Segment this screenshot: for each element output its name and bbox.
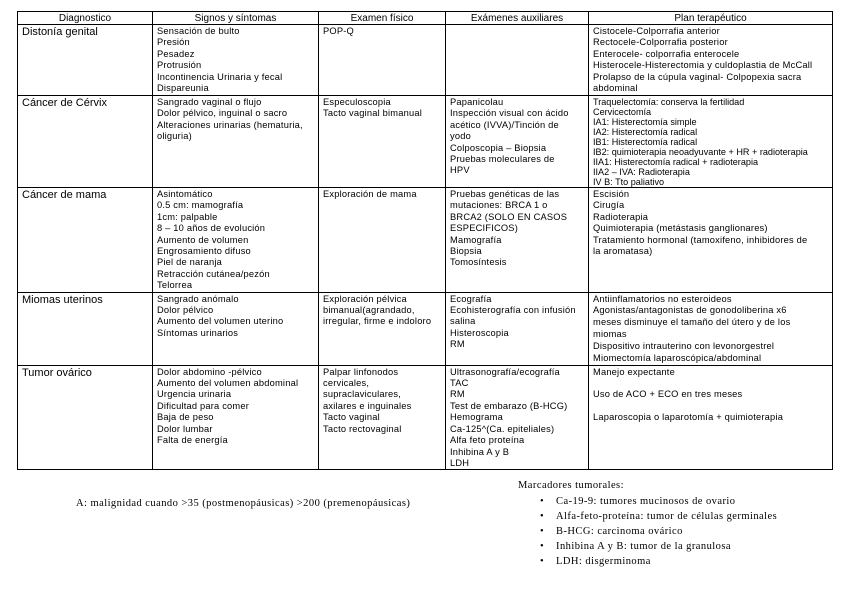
- plan-line: IA2: Histerectomía radical: [593, 127, 698, 137]
- aux-line: Papanicolau: [450, 97, 504, 107]
- sign-line: Presión: [157, 37, 190, 48]
- exam-cell: [319, 25, 446, 96]
- aux-cell: [446, 292, 589, 365]
- exam-line: Exploración de mama: [323, 189, 417, 199]
- plan-line: Manejo expectante: [593, 366, 675, 377]
- diagnosis-cell: [18, 96, 153, 188]
- plan-line: Rectocele-Colporrafia posterior: [593, 37, 728, 48]
- diagnosis-cell: [18, 188, 153, 293]
- diagnosis-label: Miomas uterinos: [22, 293, 103, 306]
- exam-cell: [319, 292, 446, 365]
- plan-cell: [589, 96, 833, 188]
- exam-line: Tacto vaginal: [323, 412, 380, 423]
- exam-cell: [319, 365, 446, 470]
- aux-line: BRCA2 (SOLO EN CASOS: [450, 211, 568, 222]
- sign-line: Sensación de bulto: [157, 26, 240, 36]
- table-row-cancer-de-mama: [18, 188, 833, 293]
- aux-line: Histeroscopia: [450, 327, 509, 338]
- header-diagnosis: Diagnostico: [18, 12, 153, 25]
- table-header-row: [18, 12, 833, 25]
- signs-cell: [153, 292, 319, 365]
- diagnosis-label: Tumor ovárico: [22, 366, 92, 379]
- list-item: [518, 509, 777, 524]
- plan-line: Histerocele-Histerectomia y culdoplastia de McCall: [593, 60, 813, 71]
- plan-line: Escisión: [593, 189, 630, 199]
- exam-line: supraclaviculares,: [323, 389, 402, 400]
- plan-line: IA1: Histerectomía simple: [593, 117, 697, 127]
- header-exam: Examen físico: [319, 12, 446, 25]
- sign-line: Piel de naranja: [157, 257, 223, 268]
- plan-line: Antiinflamatorios no esteroideos: [593, 293, 732, 304]
- sign-line: Síntomas urinarios: [157, 327, 239, 338]
- signs-cell: [153, 188, 319, 293]
- plan-line: IB1: Histerectomía radical: [593, 137, 698, 147]
- sign-line: Aumento de volumen: [157, 234, 249, 245]
- plan-cell: [589, 365, 833, 470]
- diagnosis-label: Cáncer de mama: [22, 189, 107, 201]
- exam-line: bimanual(agrandado,: [323, 305, 415, 316]
- plan-line: Miomectomía laparoscópica/abdominal: [593, 352, 762, 363]
- table-row-cancer-de-cervix: [18, 96, 833, 188]
- sign-line: Urgencia urinaria: [157, 389, 232, 400]
- sign-line: oliguria): [157, 131, 192, 142]
- aux-line: mutaciones: BRCA 1 o: [450, 200, 548, 211]
- tumor-marker-text: Alfa-feto-proteína: tumor de células germinales: [556, 511, 778, 522]
- plan-line: Traquelectomía: conserva la fertilidad: [593, 97, 745, 107]
- sign-line: Falta de energía: [157, 435, 228, 446]
- sign-line: Asintomático: [157, 189, 213, 199]
- plan-line: IIA2 – IVA: Radioterapia: [593, 167, 690, 177]
- plan-line: abdominal: [593, 83, 638, 94]
- plan-line: meses disminuye el tamaño del útero y de los: [593, 317, 791, 328]
- aux-line: Test de embarazo (B-HCG): [450, 400, 568, 411]
- bullet-icon: •: [540, 511, 544, 522]
- exam-line: irregular, firme e indoloro: [323, 316, 432, 327]
- header-aux: Exámenes auxiliares: [446, 12, 589, 25]
- sign-line: Dificultad para comer: [157, 400, 250, 411]
- exam-cell: [319, 96, 446, 188]
- exam-line: axilares e inguinales: [323, 400, 412, 411]
- bullet-icon: •: [540, 496, 544, 507]
- plan-line: Tratamiento hormonal (tamoxifeno, inhibidores de: [593, 234, 808, 245]
- aux-line: Ecografía: [450, 293, 492, 304]
- plan-cell: [589, 292, 833, 365]
- diagnosis-cell: [18, 292, 153, 365]
- plan-line: Cervicectomía: [593, 107, 652, 117]
- document-page: [17, 11, 832, 470]
- sign-line: Retracción cutánea/pezón: [157, 268, 270, 279]
- exam-line: Tacto rectovaginal: [323, 423, 402, 434]
- aux-line: Pruebas genéticas de las: [450, 189, 560, 199]
- aux-cell: [446, 188, 589, 293]
- tumor-markers-section: [518, 479, 777, 569]
- aux-line: Hemograma: [450, 412, 503, 423]
- sign-line: Sangrado vaginal o flujo: [157, 97, 262, 107]
- aux-cell: [446, 25, 589, 96]
- plan-line: Agonistas/antagonistas de gonodoliberina x6: [593, 305, 787, 316]
- aux-line: Ultrasonografía/ecografía: [450, 366, 560, 377]
- sign-line: Dolor lumbar: [157, 423, 213, 434]
- sign-line: Dolor pélvico: [157, 305, 214, 316]
- exam-line: Especuloscopia: [323, 97, 391, 107]
- aux-cell: [446, 96, 589, 188]
- sign-line: Dispareunia: [157, 83, 209, 94]
- aux-line: Alfa feto proteína: [450, 435, 525, 446]
- aux-line: Biopsia: [450, 246, 482, 257]
- exam-line: Tacto vaginal bimanual: [323, 108, 422, 119]
- sign-line: Incontinencia Urinaria y fecal: [157, 71, 283, 82]
- sign-line: Protrusión: [157, 60, 202, 71]
- signs-cell: [153, 96, 319, 188]
- aux-line: Ca-125^(Ca. epiteliales): [450, 423, 555, 434]
- aux-line: salina: [450, 316, 476, 327]
- plan-line: Uso de ACO + ECO en tres meses: [593, 389, 743, 400]
- exam-cell: [319, 188, 446, 293]
- table-row-miomas-uterinos: [18, 292, 833, 365]
- aux-line: HPV: [450, 165, 470, 176]
- plan-line: IB2: quimioterapia neoadyuvante + HR + radioterapia: [593, 147, 808, 157]
- plan-line: Laparoscopia o laparotomía + quimioterapia: [593, 412, 784, 423]
- sign-line: Aumento del volumen uterino: [157, 316, 284, 327]
- plan-line: IIA1: Histerectomía radical + radioterapia: [593, 157, 759, 167]
- signs-cell: [153, 365, 319, 470]
- plan-cell: [589, 25, 833, 96]
- table-row-tumor-ovarico: [18, 365, 833, 470]
- list-item: [518, 554, 777, 569]
- exam-line: POP-Q: [323, 26, 354, 36]
- diagnosis-table: [17, 11, 833, 470]
- plan-line: Dispositivo intrauterino con levonorgestrel: [593, 340, 775, 351]
- tumor-marker-text: B-HCG: carcinoma ovárico: [556, 526, 683, 537]
- bullet-icon: •: [540, 541, 544, 552]
- aux-line: RM: [450, 389, 465, 400]
- tumor-markers-list: [518, 494, 777, 569]
- plan-line: Radioterapia: [593, 211, 649, 222]
- plan-line: Cirugía: [593, 200, 625, 211]
- header-signs: Signos y síntomas: [153, 12, 319, 25]
- list-item: [518, 494, 777, 509]
- plan-line: miomas: [593, 329, 627, 340]
- plan-line: la aromatasa): [593, 246, 653, 257]
- sign-line: Engrosamiento difuso: [157, 246, 251, 257]
- tumor-marker-text: Inhibina A y B: tumor de la granulosa: [556, 541, 732, 552]
- header-plan: Plan terapéutico: [589, 12, 833, 25]
- list-item: [518, 539, 777, 554]
- aux-line: LDH: [450, 457, 470, 468]
- diagnosis-label: Distonía genital: [22, 26, 98, 38]
- sign-line: 1cm: palpable: [157, 211, 218, 222]
- diagnosis-cell: [18, 365, 153, 470]
- tumor-markers-title: Marcadores tumorales:: [518, 480, 624, 491]
- exam-line: Palpar linfonodos: [323, 366, 399, 377]
- plan-line: Quimioterapia (metástasis ganglionares): [593, 223, 768, 234]
- sign-line: Dolor abdomino -pélvico: [157, 366, 262, 377]
- aux-cell: [446, 365, 589, 470]
- aux-line: Tomosíntesis: [450, 257, 507, 268]
- list-item: [518, 524, 777, 539]
- diagnosis-label: Cáncer de Cérvix: [22, 97, 107, 109]
- sign-line: Pesadez: [157, 48, 195, 59]
- aux-line: TAC: [450, 378, 469, 389]
- tumor-marker-text: LDH: disgerminoma: [556, 556, 651, 567]
- exam-line: Exploración pélvica: [323, 293, 407, 304]
- sign-line: Baja de peso: [157, 412, 214, 423]
- aux-line: Pruebas moleculares de: [450, 154, 555, 165]
- aux-line: Colposcopia – Biopsia: [450, 142, 547, 153]
- aux-line: Inhibina A y B: [450, 446, 510, 457]
- sign-line: Aumento del volumen abdominal: [157, 378, 299, 389]
- sign-line: Telorrea: [157, 280, 193, 291]
- plan-line: Enterocele- colporrafia enterocele: [593, 48, 740, 59]
- aux-line: RM: [450, 339, 465, 350]
- signs-cell: [153, 25, 319, 96]
- plan-line: Cistocele-Colporrafia anterior: [593, 26, 720, 36]
- sign-line: 8 – 10 años de evolución: [157, 223, 266, 234]
- plan-line: Prolapso de la cúpula vaginal- Colpopexia sacra: [593, 71, 802, 82]
- bullet-icon: •: [540, 526, 544, 537]
- bullet-icon: •: [540, 556, 544, 567]
- aux-line: ESPECIFICOS): [450, 223, 519, 234]
- exam-line: cervicales,: [323, 378, 370, 389]
- aux-line: Inspección visual con ácido: [450, 108, 569, 119]
- sign-line: 0.5 cm: mamografía: [157, 200, 244, 211]
- aux-line: Mamografía: [450, 234, 502, 245]
- malignancy-footnote: A: malignidad cuando >35 (postmenopáusicas) >200 (premenopáusicas): [76, 498, 411, 509]
- diagnosis-cell: [18, 25, 153, 96]
- sign-line: Dolor pélvico, inguinal o sacro: [157, 108, 288, 119]
- plan-line: IV B: Tto paliativo: [593, 177, 665, 187]
- plan-cell: [589, 188, 833, 293]
- tumor-marker-text: Ca-19-9: tumores mucinosos de ovario: [556, 496, 736, 507]
- aux-line: Ecohisterografía con infusión: [450, 305, 576, 316]
- table-row-distonia-genital: [18, 25, 833, 96]
- sign-line: Sangrado anómalo: [157, 293, 239, 304]
- aux-line: yodo: [450, 131, 471, 142]
- aux-line: acético (IVVA)/Tinción de: [450, 119, 559, 130]
- sign-line: Alteraciones urinarias (hematuria,: [157, 119, 303, 130]
